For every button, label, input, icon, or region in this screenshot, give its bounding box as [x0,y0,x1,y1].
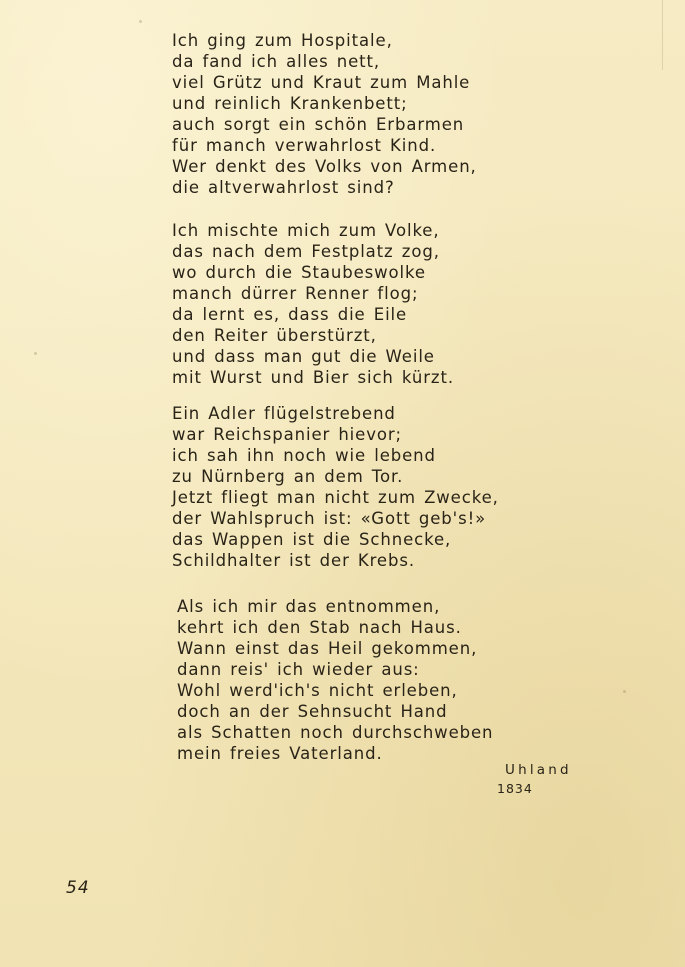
poem-stanza-1 [172,30,477,198]
poem-line: Schildhalter ist der Krebs. [172,551,416,570]
poem-line: mein freies Vaterland. [177,744,383,763]
poem-line: Ich ging zum Hospitale, [172,31,393,50]
poem-line: das Wappen ist die Schnecke, [172,530,452,549]
poem-year: 1834 [497,781,533,796]
poem-line: und reinlich Krankenbett; [172,94,408,113]
poem-line: für manch verwahrlost Kind. [172,136,437,155]
poem-line: Wann einst das Heil gekommen, [177,639,478,658]
poem-line: zu Nürnberg an dem Tor. [172,467,404,486]
poem-line: viel Grütz und Kraut zum Mahle [172,73,471,92]
poem-line: ich sah ihn noch wie lebend [172,446,436,465]
page-edge-shadow [662,0,663,70]
poem-line: Jetzt fliegt man nicht zum Zwecke, [172,488,499,507]
poem-line: und dass man gut die Weile [172,347,435,366]
poem-line: den Reiter überstürzt, [172,326,377,345]
poem-stanza-4 [177,596,493,764]
poem-line: die altverwahrlost sind? [172,178,395,197]
poem-line: Als ich mir das entnommen, [177,597,441,616]
poem-stanza-3 [172,403,499,571]
poem-line: Wer denkt des Volks von Armen, [172,157,477,176]
paper-speck [34,352,37,355]
poem-line: mit Wurst und Bier sich kürzt. [172,368,454,387]
poem-line: der Wahlspruch ist: «Gott geb's!» [172,509,487,528]
poem-line: das nach dem Festplatz zog, [172,242,440,261]
poem-line: wo durch die Staubeswolke [172,263,426,282]
poem-line: manch dürrer Renner flog; [172,284,419,303]
poem-stanza-2 [172,220,454,388]
poem-line: da lernt es, dass die Eile [172,305,408,324]
poem-author: Uhland [505,762,572,778]
page-number: 54 [66,878,90,898]
poem-line: als Schatten noch durchschweben [177,723,494,742]
poem-line: Ich mischte mich zum Volke, [172,221,440,240]
poem-line: doch an der Sehnsucht Hand [177,702,448,721]
poem-line: auch sorgt ein schön Erbarmen [172,115,465,134]
poem-line: kehrt ich den Stab nach Haus. [177,618,462,637]
paper-speck [623,690,626,693]
poem-line: Ein Adler flügelstrebend [172,404,396,423]
poem-line: Wohl werd'ich's nicht erleben, [177,681,458,700]
poem-line: dann reis' ich wieder aus: [177,660,420,679]
paper-speck [139,20,142,23]
poem-line: war Reichspanier hievor; [172,425,403,444]
poem-line: da fand ich alles nett, [172,52,381,71]
